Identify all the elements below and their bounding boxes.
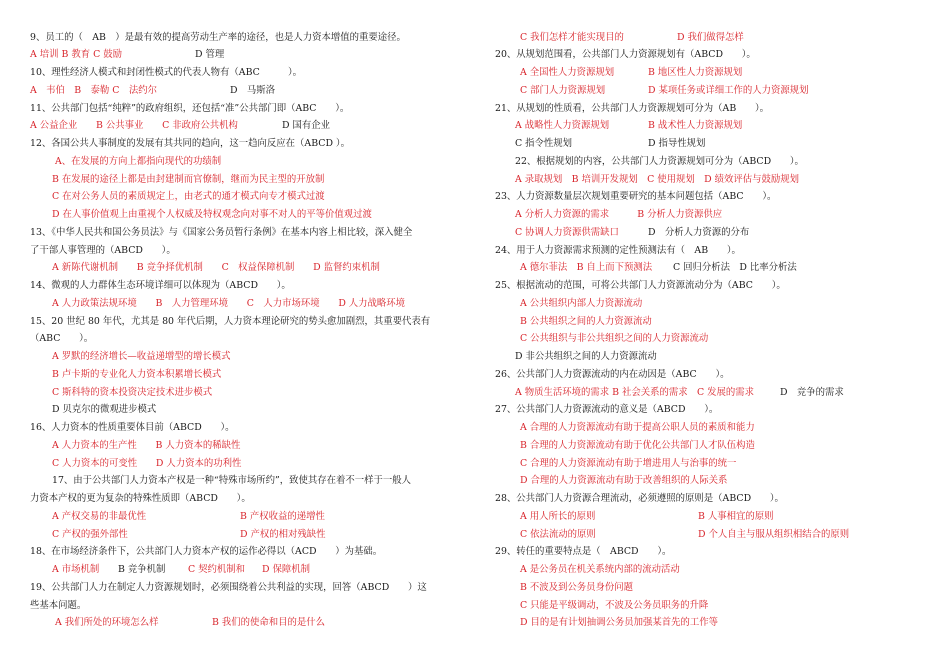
right-text-line: A 战略性人力资源规划	[515, 120, 610, 131]
left-text-line: 11、公共部门包括“纯粹”的政府组织，还包括“准”公共部门即（ABC ）。	[30, 103, 350, 114]
left-text-line: 了干部人事管理的（ABCD ）。	[30, 245, 176, 256]
left-text-line: B 竞争机制	[118, 564, 166, 575]
left-text-line: 些基本问题。	[30, 600, 87, 611]
left-text-line: A 我们所处的环境怎么样	[55, 617, 159, 628]
left-text-line: B 卢卡斯的专业化人力资本积累增长模式	[52, 369, 222, 380]
right-text-line: C 依法流动的原则	[520, 529, 596, 540]
left-text-line: A 人力政策法规环境 B 人力管理环境 C 人力市场环境 D 人力战略环境	[52, 298, 406, 309]
left-text-line: A 公益企业 B 公共事业 C 非政府公共机构	[30, 120, 238, 131]
right-text-line: A 合理的人力资源流动有助于提高公职人员的素质和能力	[520, 422, 755, 433]
right-text-line: 24、用于人力资源需求预测的定性预测法有（ AB ）。	[495, 245, 741, 256]
right-text-line: 20、从规划范围看，公共部门人力资源规划有（ABCD ）。	[495, 49, 756, 60]
left-text-line: D 保障机制	[262, 564, 310, 575]
left-text-line: C 人力资本的可变性 D 人力资本的功利性	[52, 458, 242, 469]
right-text-line: B 合理的人力资源流动有助于优化公共部门人才队伍构造	[520, 440, 755, 451]
left-text-line: 9、员工的（ AB ）是最有效的提高劳动生产率的途径，也是人力资本增值的重要途径。	[30, 32, 406, 43]
left-text-line: C 产权的强外部性	[52, 529, 128, 540]
right-text-line: 27、公共部门人力资源流动的意义是（ABCD ）。	[495, 404, 719, 415]
right-text-line: C 公共组织与非公共组织之间的人力资源流动	[520, 333, 709, 344]
left-text-line: B 在发展的途径上都是由封建制而官僚制，继而为民主型的开放制	[52, 174, 325, 185]
left-text-line: C 契约机制和	[188, 564, 246, 575]
right-text-line: A 德尔菲法 B 自上而下预测法	[520, 262, 653, 273]
right-text-line: B 公共组织之间的人力资源流动	[520, 316, 652, 327]
left-text-line: D 国有企业	[282, 120, 330, 131]
right-text-line: C 我们怎样才能实现目的	[520, 32, 624, 43]
left-text-line: D 贝克尔的微观进步模式	[52, 404, 157, 415]
left-text-line: 18、在市场经济条件下，公共部门人力资本产权的运作必得以（ACD ）为基础。	[30, 546, 383, 557]
left-text-line: 10、理性经济人模式和封闭性模式的代表人物有（ABC ）。	[30, 67, 302, 78]
right-text-line: 28、公共部门人力资源合理流动，必须遵照的原则是（ABCD ）。	[495, 493, 784, 504]
right-text-line: B 人事相宜的原则	[698, 511, 774, 522]
left-text-line: D 马斯洛	[230, 85, 276, 96]
right-text-line: C 部门人力资源规划	[520, 85, 606, 96]
right-text-line: A 物质生活环境的需求 B 社会关系的需求 C 发展的需求	[515, 387, 755, 398]
right-text-line: C 协调人力资源供需缺口	[515, 227, 619, 238]
left-text-line: D 产权的相对残缺性	[240, 529, 326, 540]
right-text-line: 26、公共部门人力资源流动的内在动因是（ABC ）。	[495, 369, 730, 380]
right-text-line: D 个人自主与服从组织相结合的原则	[698, 529, 850, 540]
left-text-line: B 我们的使命和目的是什么	[212, 617, 325, 628]
right-text-line: C 回归分析法 D 比率分析法	[673, 262, 797, 273]
right-text-line: C 只能是平级调动，不波及公务员职务的升降	[520, 600, 709, 611]
right-text-line: B 不波及到公务员身份问题	[520, 582, 633, 593]
right-text-line: D 某项任务或详细工作的人力资源规划	[648, 85, 809, 96]
left-text-line: 12、各国公共人事制度的发展有其共同的趋向，这一趋向反应在（ABCD ）。	[30, 138, 350, 149]
left-text-line: （ABC ）。	[30, 333, 94, 344]
left-text-line: B 产权收益的递增性	[240, 511, 325, 522]
right-text-line: B 地区性人力资源规划	[648, 67, 743, 78]
right-text-line: 29、转任的重要特点是（ ABCD ）。	[495, 546, 672, 557]
right-text-line: C 合理的人力资源流动有助于增进用人与治事的统一	[520, 458, 737, 469]
left-text-line: A 产权交易的非最优性	[52, 511, 147, 522]
right-text-line: B 战术性人力资源规划	[648, 120, 743, 131]
left-text-line: 16、人力资本的性质重要体目前（ABCD ）。	[30, 422, 235, 433]
right-text-line: D 非公共组织之间的人力资源流动	[515, 351, 657, 362]
right-text-line: A 全国性人力资源规划	[520, 67, 615, 78]
right-text-line: 22、根据规划的内容，公共部门人力资源规划可分为（ABCD ）。	[515, 156, 804, 167]
right-text-line: A 是公务员在机关系统内部的流动活动	[520, 564, 680, 575]
left-text-line: A 韦伯 B 泰勒 C 法约尔	[30, 85, 157, 96]
left-text-line: A 培训 B 教育 C 鼓励	[30, 49, 122, 60]
right-text-line: A 录取规划 B 培训开发规划 C 使用规划 D 绩效评估与鼓励规划	[515, 174, 800, 185]
left-text-line: A 人力资本的生产性 B 人力资本的稀缺性	[52, 440, 241, 451]
left-text-line: A 新陈代谢机制 B 竞争择优机制 C 权益保障机制 D 监督约束机制	[52, 262, 380, 273]
left-text-line: A 罗默的经济增长—收益递增型的增长模式	[52, 351, 231, 362]
left-text-line: C 斯科特的资本投资决定技术进步模式	[52, 387, 213, 398]
right-text-line: A 分析人力资源的需求 B 分析人力资源供应	[515, 209, 723, 220]
right-text-line: D 指导性规划	[648, 138, 706, 149]
right-text-line: C 指令性规划	[515, 138, 573, 149]
left-text-line: D 在人事价值观上由重视个人权威及特权观念向对事不对人的平等价值观过渡	[52, 209, 372, 220]
left-text-line: 19、公共部门人力在制定人力资源规划时，必须围绕着公共利益的实现，回答（ABCD ）这	[30, 582, 427, 593]
right-text-line: 23、人力资源数量层次规划重要研究的基本问题包括（ABC ）。	[495, 191, 777, 202]
right-text-line: D 目的是有计划抽调公务员加强某首先的工作等	[520, 617, 718, 628]
left-text-line: A、在发展的方向上都指向现代的功绩制	[55, 156, 222, 167]
left-text-line: 力资本产权的更为复杂的特殊性质即（ABCD ）。	[30, 493, 251, 504]
left-text-line: 13、《中华人民共和国公务员法》与《国家公务员暂行条例》在基本内容上相比较，深入健全	[30, 227, 413, 238]
left-text-line: D 管理	[195, 49, 225, 60]
left-text-line: 14、微观的人力群体生态环境详细可以体现为（ABCD ）。	[30, 280, 291, 291]
right-text-line: D 我们做得怎样	[677, 32, 744, 43]
left-text-line: A 市场机制	[52, 564, 100, 575]
right-text-line: D 竞争的需求	[780, 387, 844, 398]
right-text-line: A 用人所长的原则	[520, 511, 596, 522]
left-text-line: C 在对公务人员的素质规定上，由老式的通才模式向专才模式过渡	[52, 191, 325, 202]
right-text-line: 25、根据流动的范围，可将公共部门人力资源流动分为（ABC ）。	[495, 280, 786, 291]
right-text-line: A 公共组织内部人力资源流动	[520, 298, 643, 309]
left-text-line: 15、20 世纪 80 年代，尤其是 80 年代后期，人力资本理论研究的势头愈加剧烈，其重要代表有	[30, 316, 431, 327]
right-text-line: 21、从规划的性质看，公共部门人力资源规划可分为（AB ）。	[495, 103, 770, 114]
right-text-line: D 合理的人力资源流动有助于改善组织的人际关系	[520, 475, 728, 486]
left-text-line: 17、由于公共部门人力资本产权是一种“特殊市场所约”，致使其存在着不一样于一般人	[52, 475, 412, 486]
right-text-line: D 分析人力资源的分布	[648, 227, 750, 238]
